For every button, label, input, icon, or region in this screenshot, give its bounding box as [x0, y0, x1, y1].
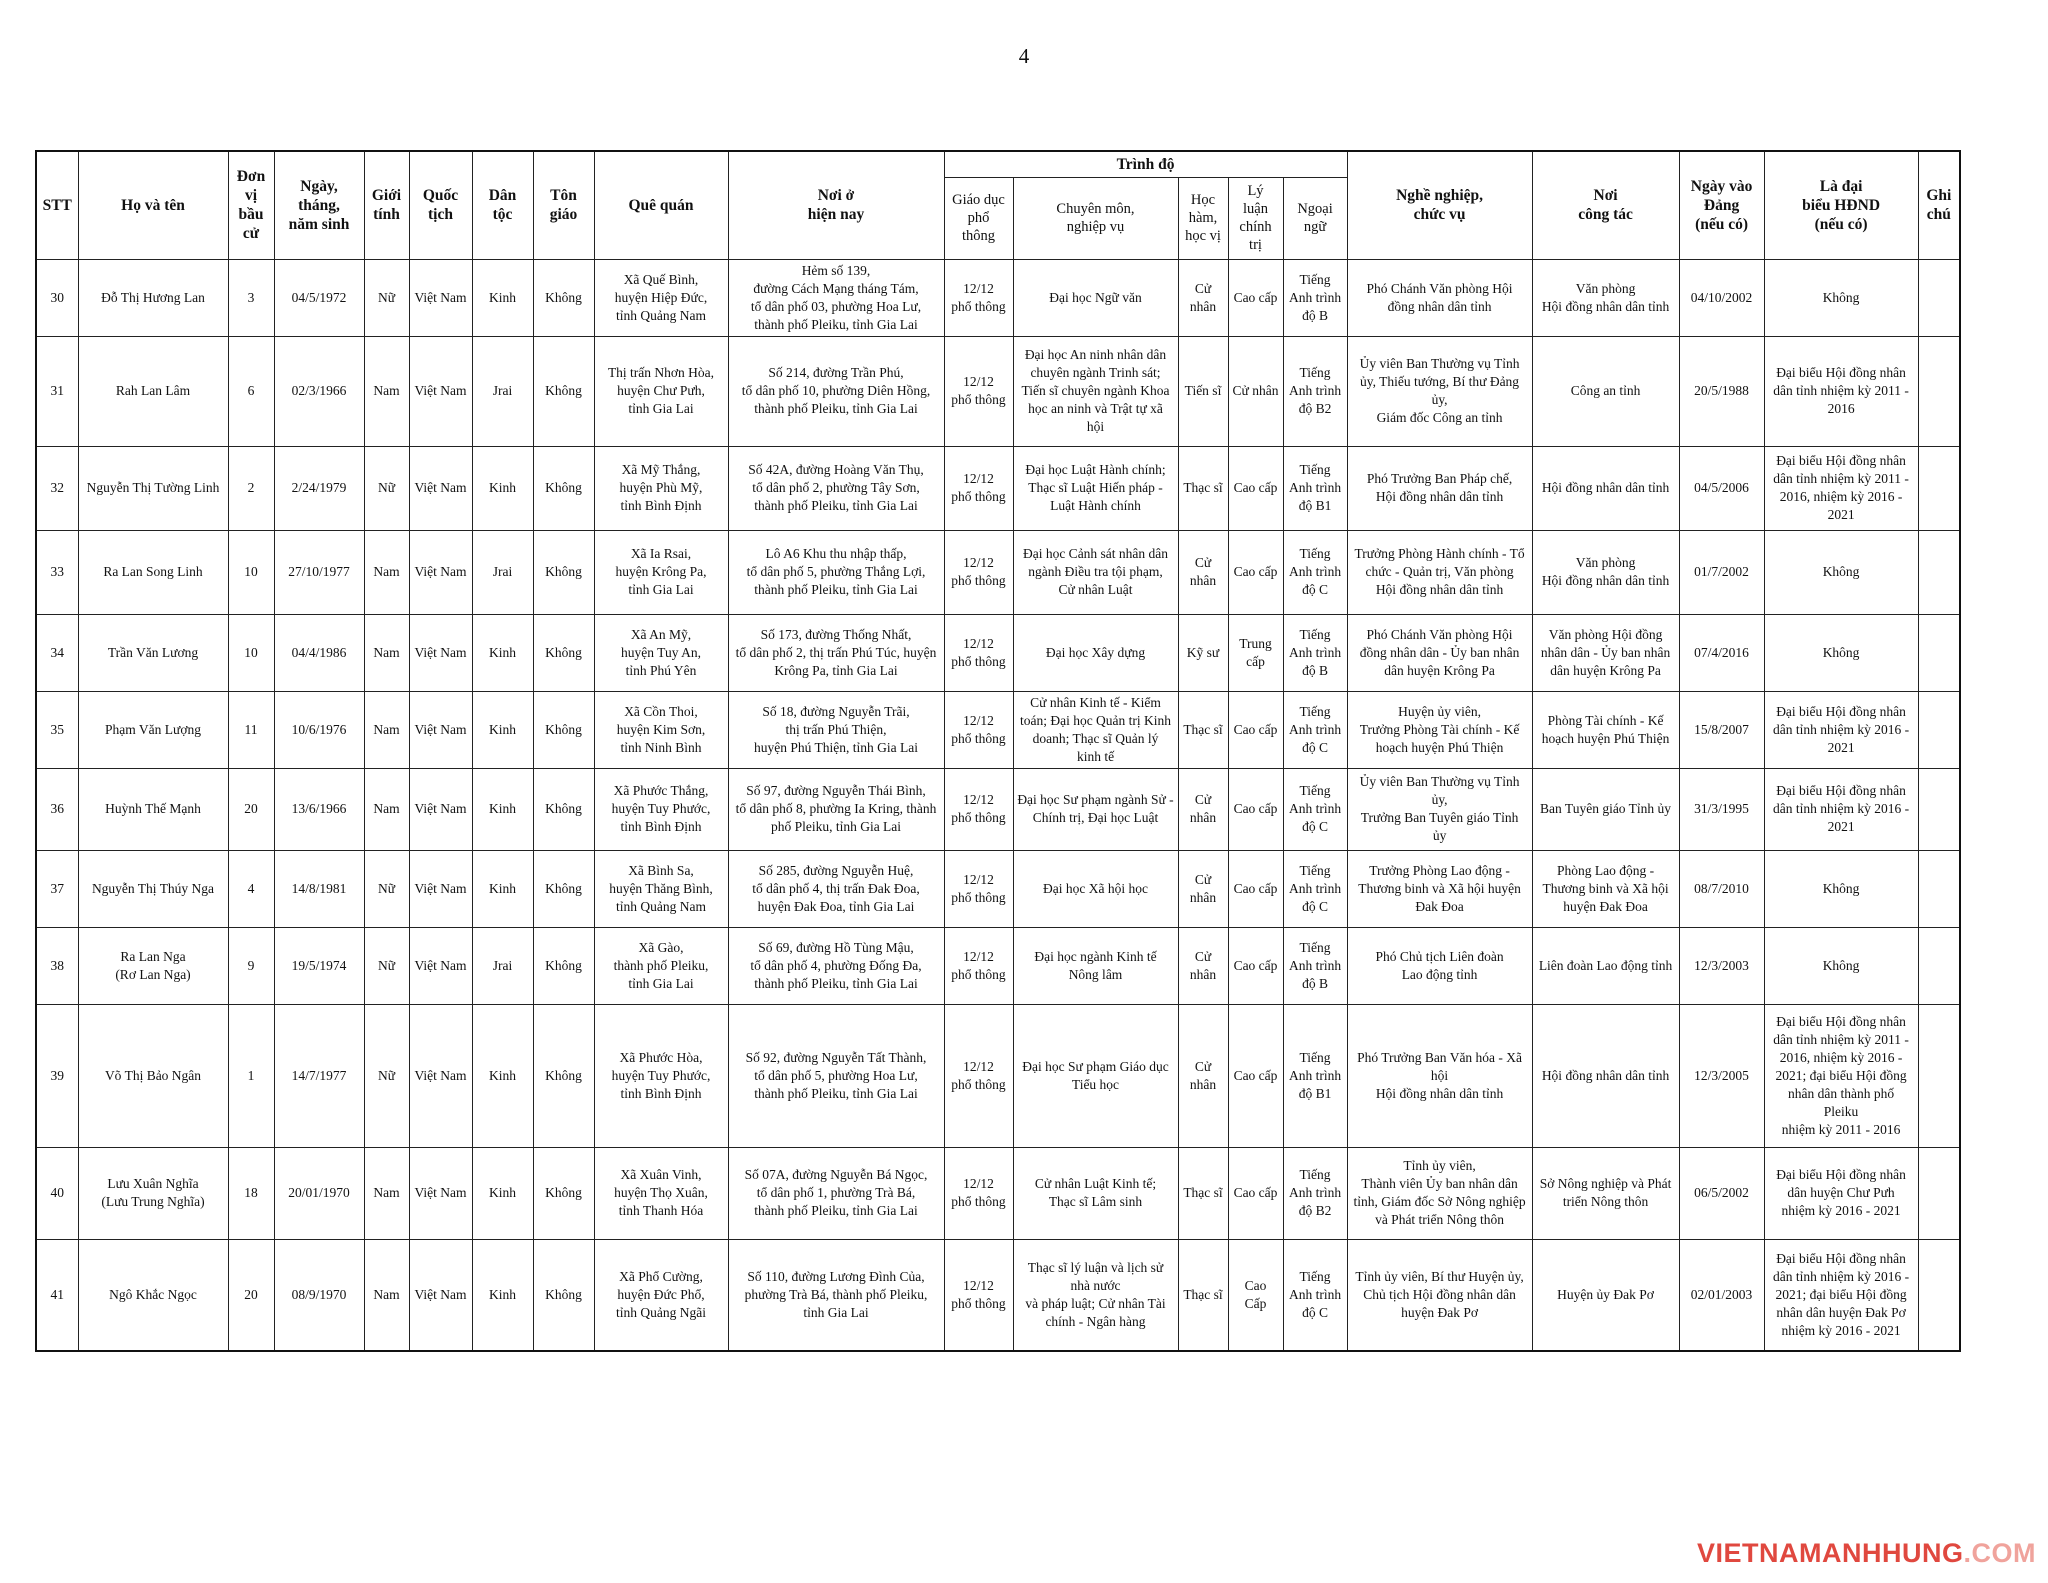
cell-political: Cao cấp	[1228, 768, 1283, 850]
cell-gender: Nam	[364, 336, 409, 446]
cell-language: Tiếng Anh trình độ C	[1283, 530, 1347, 614]
cell-unit: 10	[228, 614, 274, 691]
cell-nationality: Việt Nam	[409, 336, 472, 446]
cell-name: Ra Lan Nga (Rơ Lan Nga)	[78, 927, 228, 1004]
header-occupation: Nghề nghiệp, chức vụ	[1347, 151, 1532, 259]
cell-religion: Không	[533, 850, 594, 927]
cell-stt: 34	[36, 614, 78, 691]
cell-ethnic: Jrai	[472, 336, 533, 446]
cell-occupation: Trưởng Phòng Lao động - Thương binh và Xã hội huyện Đak Đoa	[1347, 850, 1532, 927]
cell-delegate: Không	[1764, 927, 1918, 1004]
watermark-part1: VIETNAMANHHUNG	[1697, 1538, 1964, 1568]
cell-specialty: Cử nhân Luật Kinh tế; Thạc sĩ Lâm sinh	[1013, 1147, 1178, 1239]
table-row	[36, 850, 1960, 927]
cell-hometown: Xã Phổ Cường, huyện Đức Phổ, tỉnh Quảng Ngãi	[594, 1239, 728, 1351]
table-row	[36, 336, 1960, 446]
cell-political: Cao cấp	[1228, 1147, 1283, 1239]
cell-language: Tiếng Anh trình độ B	[1283, 259, 1347, 336]
header-political: Lý luận chính trị	[1228, 177, 1283, 259]
cell-name: Đỗ Thị Hương Lan	[78, 259, 228, 336]
table-row	[36, 446, 1960, 530]
cell-dob: 04/4/1986	[274, 614, 364, 691]
watermark-logo	[1697, 1538, 2036, 1569]
cell-dob: 02/3/1966	[274, 336, 364, 446]
cell-specialty: Đại học Sư phạm Giáo dục Tiểu học	[1013, 1004, 1178, 1147]
header-degree: Học hàm, học vị	[1178, 177, 1228, 259]
cell-general-edu: 12/12 phổ thông	[944, 850, 1013, 927]
cell-delegate: Đại biểu Hội đồng nhân dân tỉnh nhiệm kỳ 2016 - 2021	[1764, 691, 1918, 768]
cell-degree: Cử nhân	[1178, 927, 1228, 1004]
cell-hometown: Xã Phước Thắng, huyện Tuy Phước, tỉnh Bình Định	[594, 768, 728, 850]
cell-workplace: Hội đồng nhân dân tỉnh	[1532, 1004, 1679, 1147]
cell-religion: Không	[533, 1239, 594, 1351]
table-row	[36, 530, 1960, 614]
header-religion: Tôn giáo	[533, 151, 594, 259]
cell-specialty: Đại học Xã hội học	[1013, 850, 1178, 927]
cell-nationality: Việt Nam	[409, 768, 472, 850]
watermark-part2: .COM	[1963, 1538, 2036, 1568]
cell-note	[1918, 1147, 1960, 1239]
cell-delegate: Đại biểu Hội đồng nhân dân tỉnh nhiệm kỳ 2011 - 2016, nhiệm kỳ 2016 - 2021; đại biểu Hội đồng nhân dân thành phố Pleiku nhiệm kỳ 2011 - 2016	[1764, 1004, 1918, 1147]
table-row	[36, 768, 1960, 850]
cell-ethnic: Kinh	[472, 259, 533, 336]
cell-gender: Nữ	[364, 446, 409, 530]
cell-party-date: 04/10/2002	[1679, 259, 1764, 336]
cell-general-edu: 12/12 phổ thông	[944, 1239, 1013, 1351]
cell-note	[1918, 1239, 1960, 1351]
cell-general-edu: 12/12 phổ thông	[944, 927, 1013, 1004]
header-party-date: Ngày vào Đảng (nếu có)	[1679, 151, 1764, 259]
cell-note	[1918, 259, 1960, 336]
cell-specialty: Thạc sĩ lý luận và lịch sử nhà nước và pháp luật; Cử nhân Tài chính - Ngân hàng	[1013, 1239, 1178, 1351]
cell-workplace: Văn phòng Hội đồng nhân dân tỉnh	[1532, 259, 1679, 336]
cell-name: Võ Thị Bảo Ngân	[78, 1004, 228, 1147]
cell-party-date: 15/8/2007	[1679, 691, 1764, 768]
cell-stt: 38	[36, 927, 78, 1004]
cell-occupation: Phó Chánh Văn phòng Hội đồng nhân dân tỉnh	[1347, 259, 1532, 336]
cell-dob: 14/8/1981	[274, 850, 364, 927]
cell-workplace: Sở Nông nghiệp và Phát triển Nông thôn	[1532, 1147, 1679, 1239]
cell-hometown: Xã Quế Bình, huyện Hiệp Đức, tỉnh Quảng Nam	[594, 259, 728, 336]
cell-delegate: Không	[1764, 259, 1918, 336]
table-row	[36, 691, 1960, 768]
cell-language: Tiếng Anh trình độ C	[1283, 768, 1347, 850]
cell-hometown: Thị trấn Nhơn Hòa, huyện Chư Pưh, tỉnh Gia Lai	[594, 336, 728, 446]
cell-nationality: Việt Nam	[409, 1147, 472, 1239]
cell-language: Tiếng Anh trình độ B1	[1283, 1004, 1347, 1147]
cell-delegate: Không	[1764, 530, 1918, 614]
cell-stt: 30	[36, 259, 78, 336]
cell-residence: Lô A6 Khu thu nhập thấp, tổ dân phố 5, phường Thắng Lợi, thành phố Pleiku, tỉnh Gia Lai	[728, 530, 944, 614]
cell-stt: 39	[36, 1004, 78, 1147]
cell-party-date: 07/4/2016	[1679, 614, 1764, 691]
cell-nationality: Việt Nam	[409, 850, 472, 927]
cell-ethnic: Jrai	[472, 530, 533, 614]
cell-residence: Số 18, đường Nguyễn Trãi, thị trấn Phú Thiện, huyện Phú Thiện, tỉnh Gia Lai	[728, 691, 944, 768]
cell-unit: 2	[228, 446, 274, 530]
cell-residence: Số 214, đường Trần Phú, tổ dân phố 10, phường Diên Hồng, thành phố Pleiku, tỉnh Gia Lai	[728, 336, 944, 446]
header-ethnic: Dân tộc	[472, 151, 533, 259]
cell-unit: 20	[228, 1239, 274, 1351]
cell-stt: 36	[36, 768, 78, 850]
cell-general-edu: 12/12 phổ thông	[944, 336, 1013, 446]
cell-residence: Số 110, đường Lương Đình Của, phường Trà Bá, thành phố Pleiku, tỉnh Gia Lai	[728, 1239, 944, 1351]
cell-name: Huỳnh Thế Mạnh	[78, 768, 228, 850]
cell-note	[1918, 850, 1960, 927]
cell-workplace: Văn phòng Hội đồng nhân dân - Ủy ban nhân dân huyện Krông Pa	[1532, 614, 1679, 691]
cell-delegate: Đại biểu Hội đồng nhân dân tỉnh nhiệm kỳ 2011 - 2016	[1764, 336, 1918, 446]
header-specialty: Chuyên môn, nghiệp vụ	[1013, 177, 1178, 259]
cell-gender: Nam	[364, 1239, 409, 1351]
cell-ethnic: Kinh	[472, 1004, 533, 1147]
cell-residence: Số 92, đường Nguyễn Tất Thành, tổ dân phố 5, phường Hoa Lư, thành phố Pleiku, tỉnh Gia Lai	[728, 1004, 944, 1147]
cell-name: Ra Lan Song Linh	[78, 530, 228, 614]
cell-political: Cao cấp	[1228, 446, 1283, 530]
cell-hometown: Xã Gào, thành phố Pleiku, tỉnh Gia Lai	[594, 927, 728, 1004]
table-row	[36, 1147, 1960, 1239]
cell-political: Cao cấp	[1228, 530, 1283, 614]
cell-language: Tiếng Anh trình độ B2	[1283, 1147, 1347, 1239]
cell-delegate: Đại biểu Hội đồng nhân dân tỉnh nhiệm kỳ 2011 - 2016, nhiệm kỳ 2016 - 2021	[1764, 446, 1918, 530]
cell-workplace: Liên đoàn Lao động tỉnh	[1532, 927, 1679, 1004]
cell-name: Ngô Khắc Ngọc	[78, 1239, 228, 1351]
cell-residence: Số 97, đường Nguyễn Thái Bình, tổ dân phố 8, phường Ia Kring, thành phố Pleiku, tỉnh Gia Lai	[728, 768, 944, 850]
cell-religion: Không	[533, 927, 594, 1004]
cell-name: Trần Văn Lương	[78, 614, 228, 691]
cell-political: Cao cấp	[1228, 691, 1283, 768]
cell-political: Cao cấp	[1228, 927, 1283, 1004]
cell-name: Lưu Xuân Nghĩa (Lưu Trung Nghĩa)	[78, 1147, 228, 1239]
cell-specialty: Đại học An ninh nhân dân chuyên ngành Trinh sát; Tiến sĩ chuyên ngành Khoa học an ninh và Trật tự xã hội	[1013, 336, 1178, 446]
cell-gender: Nam	[364, 691, 409, 768]
cell-nationality: Việt Nam	[409, 1239, 472, 1351]
cell-religion: Không	[533, 1147, 594, 1239]
cell-name: Nguyễn Thị Thúy Nga	[78, 850, 228, 927]
header-name: Họ và tên	[78, 151, 228, 259]
cell-residence: Số 173, đường Thống Nhất, tổ dân phố 2, thị trấn Phú Túc, huyện Krông Pa, tỉnh Gia Lai	[728, 614, 944, 691]
cell-religion: Không	[533, 614, 594, 691]
cell-ethnic: Kinh	[472, 768, 533, 850]
table-row	[36, 259, 1960, 336]
cell-party-date: 04/5/2006	[1679, 446, 1764, 530]
cell-occupation: Tỉnh ủy viên, Thành viên Ủy ban nhân dân tỉnh, Giám đốc Sở Nông nghiệp và Phát triển Nông thôn	[1347, 1147, 1532, 1239]
cell-dob: 20/01/1970	[274, 1147, 364, 1239]
cell-hometown: Xã Xuân Vinh, huyện Thọ Xuân, tỉnh Thanh Hóa	[594, 1147, 728, 1239]
cell-occupation: Trưởng Phòng Hành chính - Tổ chức - Quản trị, Văn phòng Hội đồng nhân dân tỉnh	[1347, 530, 1532, 614]
cell-gender: Nam	[364, 614, 409, 691]
cell-gender: Nam	[364, 530, 409, 614]
cell-residence: Hẻm số 139, đường Cách Mạng tháng Tám, tổ dân phố 03, phường Hoa Lư, thành phố Pleiku, tỉnh Gia Lai	[728, 259, 944, 336]
table-row	[36, 927, 1960, 1004]
cell-hometown: Xã An Mỹ, huyện Tuy An, tỉnh Phú Yên	[594, 614, 728, 691]
cell-ethnic: Kinh	[472, 691, 533, 768]
cell-stt: 33	[36, 530, 78, 614]
cell-unit: 10	[228, 530, 274, 614]
cell-name: Phạm Văn Lượng	[78, 691, 228, 768]
cell-dob: 2/24/1979	[274, 446, 364, 530]
cell-dob: 13/6/1966	[274, 768, 364, 850]
cell-ethnic: Kinh	[472, 850, 533, 927]
cell-workplace: Phòng Tài chính - Kế hoạch huyện Phú Thiện	[1532, 691, 1679, 768]
cell-occupation: Ủy viên Ban Thường vụ Tỉnh ủy, Trưởng Ban Tuyên giáo Tỉnh ủy	[1347, 768, 1532, 850]
cell-hometown: Xã Cồn Thoi, huyện Kim Sơn, tỉnh Ninh Bình	[594, 691, 728, 768]
cell-degree: Thạc sĩ	[1178, 446, 1228, 530]
cell-occupation: Phó Chánh Văn phòng Hội đồng nhân dân - Ủy ban nhân dân huyện Krông Pa	[1347, 614, 1532, 691]
header-dob: Ngày, tháng, năm sinh	[274, 151, 364, 259]
cell-specialty: Cử nhân Kinh tế - Kiểm toán; Đại học Quản trị Kinh doanh; Thạc sĩ Quản lý kinh tế	[1013, 691, 1178, 768]
cell-workplace: Huyện ủy Đak Pơ	[1532, 1239, 1679, 1351]
cell-religion: Không	[533, 530, 594, 614]
cell-delegate: Đại biểu Hội đồng nhân dân tỉnh nhiệm kỳ 2016 - 2021; đại biểu Hội đồng nhân dân huyện Đak Pơ nhiệm kỳ 2016 - 2021	[1764, 1239, 1918, 1351]
cell-workplace: Văn phòng Hội đồng nhân dân tỉnh	[1532, 530, 1679, 614]
cell-language: Tiếng Anh trình độ B2	[1283, 336, 1347, 446]
cell-degree: Cử nhân	[1178, 530, 1228, 614]
cell-general-edu: 12/12 phổ thông	[944, 768, 1013, 850]
cell-gender: Nữ	[364, 259, 409, 336]
cell-degree: Kỹ sư	[1178, 614, 1228, 691]
cell-delegate: Không	[1764, 614, 1918, 691]
cell-general-edu: 12/12 phổ thông	[944, 691, 1013, 768]
cell-dob: 04/5/1972	[274, 259, 364, 336]
cell-specialty: Đại học Luật Hành chính; Thạc sĩ Luật Hiến pháp - Luật Hành chính	[1013, 446, 1178, 530]
cell-religion: Không	[533, 691, 594, 768]
cell-religion: Không	[533, 446, 594, 530]
cell-language: Tiếng Anh trình độ B	[1283, 927, 1347, 1004]
cell-party-date: 12/3/2005	[1679, 1004, 1764, 1147]
cell-hometown: Xã Mỹ Thắng, huyện Phù Mỹ, tỉnh Bình Định	[594, 446, 728, 530]
cell-religion: Không	[533, 768, 594, 850]
cell-occupation: Phó Trưởng Ban Pháp chế, Hội đồng nhân dân tỉnh	[1347, 446, 1532, 530]
cell-note	[1918, 530, 1960, 614]
cell-hometown: Xã Phước Hòa, huyện Tuy Phước, tỉnh Bình Định	[594, 1004, 728, 1147]
cell-political: Cử nhân	[1228, 336, 1283, 446]
cell-political: Cao cấp	[1228, 1004, 1283, 1147]
cell-nationality: Việt Nam	[409, 446, 472, 530]
cell-stt: 32	[36, 446, 78, 530]
cell-name: Rah Lan Lâm	[78, 336, 228, 446]
cell-gender: Nam	[364, 1147, 409, 1239]
header-hometown: Quê quán	[594, 151, 728, 259]
cell-residence: Số 69, đường Hồ Tùng Mậu, tổ dân phố 4, phường Đống Đa, thành phố Pleiku, tỉnh Gia Lai	[728, 927, 944, 1004]
cell-degree: Thạc sĩ	[1178, 691, 1228, 768]
cell-party-date: 06/5/2002	[1679, 1147, 1764, 1239]
cell-stt: 40	[36, 1147, 78, 1239]
cell-occupation: Huyện ủy viên, Trưởng Phòng Tài chính - Kế hoạch huyện Phú Thiện	[1347, 691, 1532, 768]
cell-political: Cao cấp	[1228, 259, 1283, 336]
cell-unit: 20	[228, 768, 274, 850]
cell-nationality: Việt Nam	[409, 1004, 472, 1147]
candidate-table	[35, 150, 1961, 1352]
cell-workplace: Ban Tuyên giáo Tỉnh ủy	[1532, 768, 1679, 850]
cell-unit: 3	[228, 259, 274, 336]
cell-occupation: Ủy viên Ban Thường vụ Tỉnh ủy, Thiếu tướng, Bí thư Đảng ủy, Giám đốc Công an tỉnh	[1347, 336, 1532, 446]
header-residence: Nơi ở hiện nay	[728, 151, 944, 259]
cell-general-edu: 12/12 phổ thông	[944, 530, 1013, 614]
cell-ethnic: Kinh	[472, 446, 533, 530]
cell-general-edu: 12/12 phổ thông	[944, 1147, 1013, 1239]
table-row	[36, 1004, 1960, 1147]
cell-note	[1918, 691, 1960, 768]
cell-stt: 41	[36, 1239, 78, 1351]
cell-ethnic: Jrai	[472, 927, 533, 1004]
cell-nationality: Việt Nam	[409, 530, 472, 614]
cell-hometown: Xã Ia Rsai, huyện Krông Pa, tỉnh Gia Lai	[594, 530, 728, 614]
cell-occupation: Phó Chủ tịch Liên đoàn Lao động tỉnh	[1347, 927, 1532, 1004]
cell-general-edu: 12/12 phổ thông	[944, 1004, 1013, 1147]
cell-language: Tiếng Anh trình độ B1	[1283, 446, 1347, 530]
cell-ethnic: Kinh	[472, 614, 533, 691]
cell-specialty: Đại học Ngữ văn	[1013, 259, 1178, 336]
cell-specialty: Đại học Sư phạm ngành Sử - Chính trị, Đại học Luật	[1013, 768, 1178, 850]
cell-political: Trung cấp	[1228, 614, 1283, 691]
cell-gender: Nữ	[364, 927, 409, 1004]
table-row	[36, 614, 1960, 691]
cell-note	[1918, 446, 1960, 530]
cell-party-date: 08/7/2010	[1679, 850, 1764, 927]
cell-name: Nguyễn Thị Tường Linh	[78, 446, 228, 530]
cell-ethnic: Kinh	[472, 1147, 533, 1239]
header-general-edu: Giáo dục phổ thông	[944, 177, 1013, 259]
cell-dob: 27/10/1977	[274, 530, 364, 614]
cell-note	[1918, 1004, 1960, 1147]
cell-residence: Số 285, đường Nguyễn Huệ, tổ dân phố 4, thị trấn Đak Đoa, huyện Đak Đoa, tỉnh Gia Lai	[728, 850, 944, 927]
header-stt: STT	[36, 151, 78, 259]
cell-unit: 18	[228, 1147, 274, 1239]
cell-occupation: Tỉnh ủy viên, Bí thư Huyện ủy, Chủ tịch Hội đồng nhân dân huyện Đak Pơ	[1347, 1239, 1532, 1351]
header-gender: Giới tính	[364, 151, 409, 259]
page-number: 4	[1018, 44, 1030, 68]
cell-delegate: Đại biểu Hội đồng nhân dân huyện Chư Pưh nhiệm kỳ 2016 - 2021	[1764, 1147, 1918, 1239]
cell-degree: Cử nhân	[1178, 768, 1228, 850]
cell-unit: 6	[228, 336, 274, 446]
cell-degree: Tiến sĩ	[1178, 336, 1228, 446]
cell-general-edu: 12/12 phổ thông	[944, 614, 1013, 691]
cell-political: Cao Cấp	[1228, 1239, 1283, 1351]
header-delegate: Là đại biểu HĐND (nếu có)	[1764, 151, 1918, 259]
cell-degree: Thạc sĩ	[1178, 1147, 1228, 1239]
cell-nationality: Việt Nam	[409, 691, 472, 768]
cell-religion: Không	[533, 259, 594, 336]
cell-note	[1918, 768, 1960, 850]
cell-note	[1918, 927, 1960, 1004]
cell-religion: Không	[533, 336, 594, 446]
cell-religion: Không	[533, 1004, 594, 1147]
header-nationality: Quốc tịch	[409, 151, 472, 259]
cell-nationality: Việt Nam	[409, 259, 472, 336]
cell-note	[1918, 336, 1960, 446]
header-note: Ghi chú	[1918, 151, 1960, 259]
cell-unit: 4	[228, 850, 274, 927]
cell-party-date: 01/7/2002	[1679, 530, 1764, 614]
cell-stt: 31	[36, 336, 78, 446]
cell-dob: 08/9/1970	[274, 1239, 364, 1351]
header-unit: Đơn vị bầu cử	[228, 151, 274, 259]
cell-specialty: Đại học Xây dựng	[1013, 614, 1178, 691]
cell-language: Tiếng Anh trình độ C	[1283, 1239, 1347, 1351]
cell-workplace: Phòng Lao động - Thương binh và Xã hội huyện Đak Đoa	[1532, 850, 1679, 927]
cell-general-edu: 12/12 phổ thông	[944, 446, 1013, 530]
cell-party-date: 31/3/1995	[1679, 768, 1764, 850]
cell-hometown: Xã Bình Sa, huyện Thăng Bình, tỉnh Quảng Nam	[594, 850, 728, 927]
table-row	[36, 1239, 1960, 1351]
cell-ethnic: Kinh	[472, 1239, 533, 1351]
header-workplace: Nơi công tác	[1532, 151, 1679, 259]
cell-language: Tiếng Anh trình độ C	[1283, 691, 1347, 768]
cell-gender: Nữ	[364, 1004, 409, 1147]
cell-unit: 11	[228, 691, 274, 768]
cell-nationality: Việt Nam	[409, 614, 472, 691]
cell-language: Tiếng Anh trình độ B	[1283, 614, 1347, 691]
cell-workplace: Hội đồng nhân dân tỉnh	[1532, 446, 1679, 530]
cell-party-date: 20/5/1988	[1679, 336, 1764, 446]
cell-gender: Nam	[364, 768, 409, 850]
cell-dob: 19/5/1974	[274, 927, 364, 1004]
cell-note	[1918, 614, 1960, 691]
cell-delegate: Đại biểu Hội đồng nhân dân tỉnh nhiệm kỳ 2016 - 2021	[1764, 768, 1918, 850]
cell-residence: Số 42A, đường Hoàng Văn Thụ, tổ dân phố 2, phường Tây Sơn, thành phố Pleiku, tỉnh Gia Lai	[728, 446, 944, 530]
cell-delegate: Không	[1764, 850, 1918, 927]
cell-specialty: Đại học ngành Kinh tế Nông lâm	[1013, 927, 1178, 1004]
cell-degree: Cử nhân	[1178, 850, 1228, 927]
cell-degree: Cử nhân	[1178, 1004, 1228, 1147]
cell-occupation: Phó Trưởng Ban Văn hóa - Xã hội Hội đồng nhân dân tỉnh	[1347, 1004, 1532, 1147]
cell-party-date: 02/01/2003	[1679, 1239, 1764, 1351]
cell-stt: 35	[36, 691, 78, 768]
cell-workplace: Công an tỉnh	[1532, 336, 1679, 446]
cell-degree: Thạc sĩ	[1178, 1239, 1228, 1351]
cell-unit: 9	[228, 927, 274, 1004]
cell-nationality: Việt Nam	[409, 927, 472, 1004]
header-education: Trình độ	[944, 151, 1347, 177]
cell-unit: 1	[228, 1004, 274, 1147]
cell-party-date: 12/3/2003	[1679, 927, 1764, 1004]
header-language: Ngoại ngữ	[1283, 177, 1347, 259]
cell-dob: 10/6/1976	[274, 691, 364, 768]
cell-stt: 37	[36, 850, 78, 927]
cell-specialty: Đại học Cảnh sát nhân dân ngành Điều tra tội phạm, Cử nhân Luật	[1013, 530, 1178, 614]
cell-dob: 14/7/1977	[274, 1004, 364, 1147]
cell-gender: Nữ	[364, 850, 409, 927]
cell-political: Cao cấp	[1228, 850, 1283, 927]
cell-language: Tiếng Anh trình độ C	[1283, 850, 1347, 927]
cell-general-edu: 12/12 phổ thông	[944, 259, 1013, 336]
cell-degree: Cử nhân	[1178, 259, 1228, 336]
cell-residence: Số 07A, đường Nguyễn Bá Ngọc, tổ dân phố 1, phường Trà Bá, thành phố Pleiku, tỉnh Gia Lai	[728, 1147, 944, 1239]
